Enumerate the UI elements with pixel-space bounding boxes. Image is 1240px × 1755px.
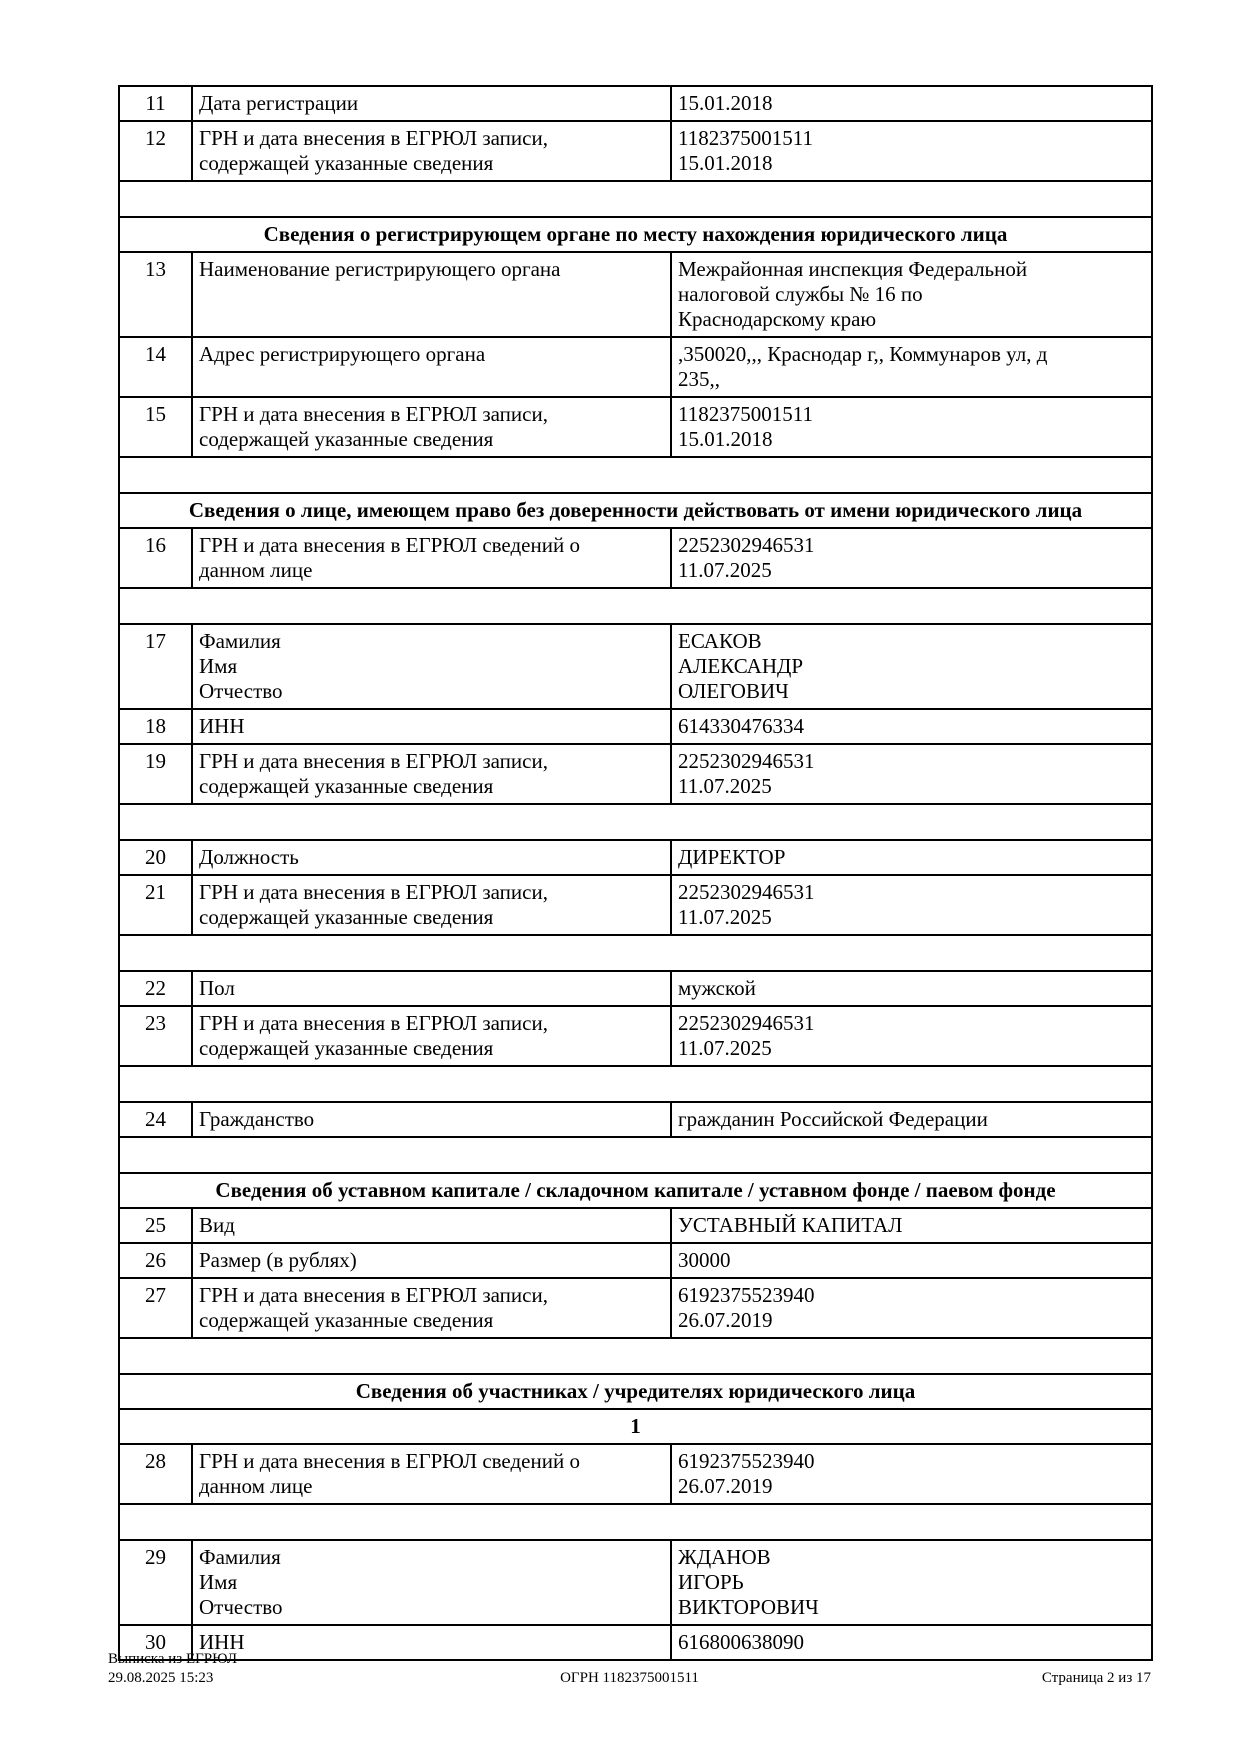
table-row (119, 840, 1152, 875)
row-label-cell: ГРН и дата внесения в ЕГРЮЛ записи, содержащей указанные сведения (192, 1006, 671, 1066)
row-value-cell: ЕСАКОВ АЛЕКСАНДР ОЛЕГОВИЧ (671, 624, 1152, 709)
spacer-row (119, 935, 1152, 971)
spacer-row (119, 1137, 1152, 1173)
table-row (119, 971, 1152, 1006)
row-value-cell: мужской (671, 971, 1152, 1006)
table-row (119, 1006, 1152, 1066)
row-label-cell: ГРН и дата внесения в ЕГРЮЛ записи, содержащей указанные сведения (192, 875, 671, 935)
table-row (119, 337, 1152, 397)
row-number-cell: 26 (119, 1243, 192, 1278)
row-label-cell: ГРН и дата внесения в ЕГРЮЛ записи, содержащей указанные сведения (192, 121, 671, 181)
spacer-row (119, 1338, 1152, 1374)
row-value-cell: гражданин Российской Федерации (671, 1102, 1152, 1137)
row-value-cell: 2252302946531 11.07.2025 (671, 528, 1152, 588)
row-label-cell: ГРН и дата внесения в ЕГРЮЛ записи, содержащей указанные сведения (192, 1278, 671, 1338)
row-value-cell: 1182375001511 15.01.2018 (671, 397, 1152, 457)
row-number-cell: 21 (119, 875, 192, 935)
spacer-cell (119, 1504, 1152, 1540)
row-number-cell: 15 (119, 397, 192, 457)
row-number-cell: 29 (119, 1540, 192, 1625)
row-label-cell: ИНН (192, 709, 671, 744)
group-index-label: 1 (119, 1409, 1152, 1444)
spacer-cell (119, 1066, 1152, 1102)
section-header-row (119, 1173, 1152, 1208)
row-number-cell: 23 (119, 1006, 192, 1066)
row-number-cell: 20 (119, 840, 192, 875)
spacer-cell (119, 457, 1152, 493)
spacer-cell (119, 1338, 1152, 1374)
section-header-title: Сведения о регистрирующем органе по месту нахождения юридического лица (119, 217, 1152, 252)
row-number-cell: 22 (119, 971, 192, 1006)
table-row (119, 624, 1152, 709)
row-value-cell: 2252302946531 11.07.2025 (671, 744, 1152, 804)
row-label-cell: Пол (192, 971, 671, 1006)
row-value-cell: 2252302946531 11.07.2025 (671, 1006, 1152, 1066)
section-header-row (119, 1374, 1152, 1409)
row-label-cell: Фамилия Имя Отчество (192, 624, 671, 709)
footer-page-number: Страница 2 из 17 (1041, 1670, 1152, 1686)
table-row (119, 1444, 1152, 1504)
row-value-cell: 15.01.2018 (671, 86, 1152, 121)
row-number-cell: 27 (119, 1278, 192, 1338)
row-value-cell: 1182375001511 15.01.2018 (671, 121, 1152, 181)
row-number-cell: 11 (119, 86, 192, 121)
row-number-cell: 19 (119, 744, 192, 804)
table-row (119, 528, 1152, 588)
table-row (119, 1208, 1152, 1243)
row-value-cell: 614330476334 (671, 709, 1152, 744)
row-label-cell: ГРН и дата внесения в ЕГРЮЛ записи, содержащей указанные сведения (192, 397, 671, 457)
table-row (119, 86, 1152, 121)
section-header-title: Сведения об участниках / учредителях юридического лица (119, 1374, 1152, 1409)
row-number-cell: 30 (119, 1625, 192, 1660)
row-value-cell: 30000 (671, 1243, 1152, 1278)
row-label-cell: ИНН (192, 1625, 671, 1660)
footer-doc-type: Выписка из ЕГРЮЛ (108, 1651, 237, 1667)
row-number-cell: 16 (119, 528, 192, 588)
row-number-cell: 28 (119, 1444, 192, 1504)
footer-datetime: 29.08.2025 15:23 (108, 1670, 214, 1686)
row-label-cell: Гражданство (192, 1102, 671, 1137)
spacer-cell (119, 935, 1152, 971)
section-header-row (119, 493, 1152, 528)
table-row (119, 875, 1152, 935)
footer-doc-info (108, 1650, 456, 1688)
table-row (119, 709, 1152, 744)
spacer-cell (119, 1137, 1152, 1173)
section-header-title: Сведения о лице, имеющем право без доверенности действовать от имени юридического лица (119, 493, 1152, 528)
table-row (119, 397, 1152, 457)
table-row (119, 1540, 1152, 1625)
row-number-cell: 14 (119, 337, 192, 397)
spacer-row (119, 1066, 1152, 1102)
row-value-cell: 6192375523940 26.07.2019 (671, 1278, 1152, 1338)
spacer-row (119, 804, 1152, 840)
spacer-cell (119, 588, 1152, 624)
page-footer (108, 1650, 1151, 1688)
row-label-cell: Адрес регистрирующего органа (192, 337, 671, 397)
row-label-cell: Дата регистрации (192, 86, 671, 121)
row-value-cell: 616800638090 (671, 1625, 1152, 1660)
row-number-cell: 17 (119, 624, 192, 709)
spacer-cell (119, 804, 1152, 840)
row-label-cell: Наименование регистрирующего органа (192, 252, 671, 337)
row-number-cell: 12 (119, 121, 192, 181)
table-row (119, 1243, 1152, 1278)
egrul-table (118, 85, 1153, 1661)
row-label-cell: Размер (в рублях) (192, 1243, 671, 1278)
footer-ogrn: ОГРН 1182375001511 (560, 1670, 699, 1686)
row-value-cell: УСТАВНЫЙ КАПИТАЛ (671, 1208, 1152, 1243)
row-value-cell: ЖДАНОВ ИГОРЬ ВИКТОРОВИЧ (671, 1540, 1152, 1625)
table-row (119, 1102, 1152, 1137)
spacer-row (119, 181, 1152, 217)
row-number-cell: 24 (119, 1102, 192, 1137)
row-number-cell: 18 (119, 709, 192, 744)
row-label-cell: ГРН и дата внесения в ЕГРЮЛ записи, содержащей указанные сведения (192, 744, 671, 804)
row-label-cell: Вид (192, 1208, 671, 1243)
table-row (119, 744, 1152, 804)
section-header-row (119, 217, 1152, 252)
egrul-table-body (119, 86, 1152, 1660)
section-header-title: Сведения об уставном капитале / складочном капитале / уставном фонде / паевом фонде (119, 1173, 1152, 1208)
row-value-cell: ДИРЕКТОР (671, 840, 1152, 875)
spacer-row (119, 1504, 1152, 1540)
row-label-cell: ГРН и дата внесения в ЕГРЮЛ сведений о данном лице (192, 528, 671, 588)
spacer-row (119, 588, 1152, 624)
row-number-cell: 13 (119, 252, 192, 337)
table-row (119, 121, 1152, 181)
spacer-row (119, 457, 1152, 493)
table-row (119, 1278, 1152, 1338)
group-index-row (119, 1409, 1152, 1444)
row-value-cell: 6192375523940 26.07.2019 (671, 1444, 1152, 1504)
table-row (119, 252, 1152, 337)
row-label-cell: ГРН и дата внесения в ЕГРЮЛ сведений о данном лице (192, 1444, 671, 1504)
spacer-cell (119, 181, 1152, 217)
row-value-cell: Межрайонная инспекция Федеральной налоговой службы № 16 по Краснодарскому краю (671, 252, 1152, 337)
row-label-cell: Должность (192, 840, 671, 875)
row-number-cell: 25 (119, 1208, 192, 1243)
row-value-cell: 2252302946531 11.07.2025 (671, 875, 1152, 935)
row-value-cell: ,350020,,, Краснодар г,, Коммунаров ул, д 235,, (671, 337, 1152, 397)
row-label-cell: Фамилия Имя Отчество (192, 1540, 671, 1625)
